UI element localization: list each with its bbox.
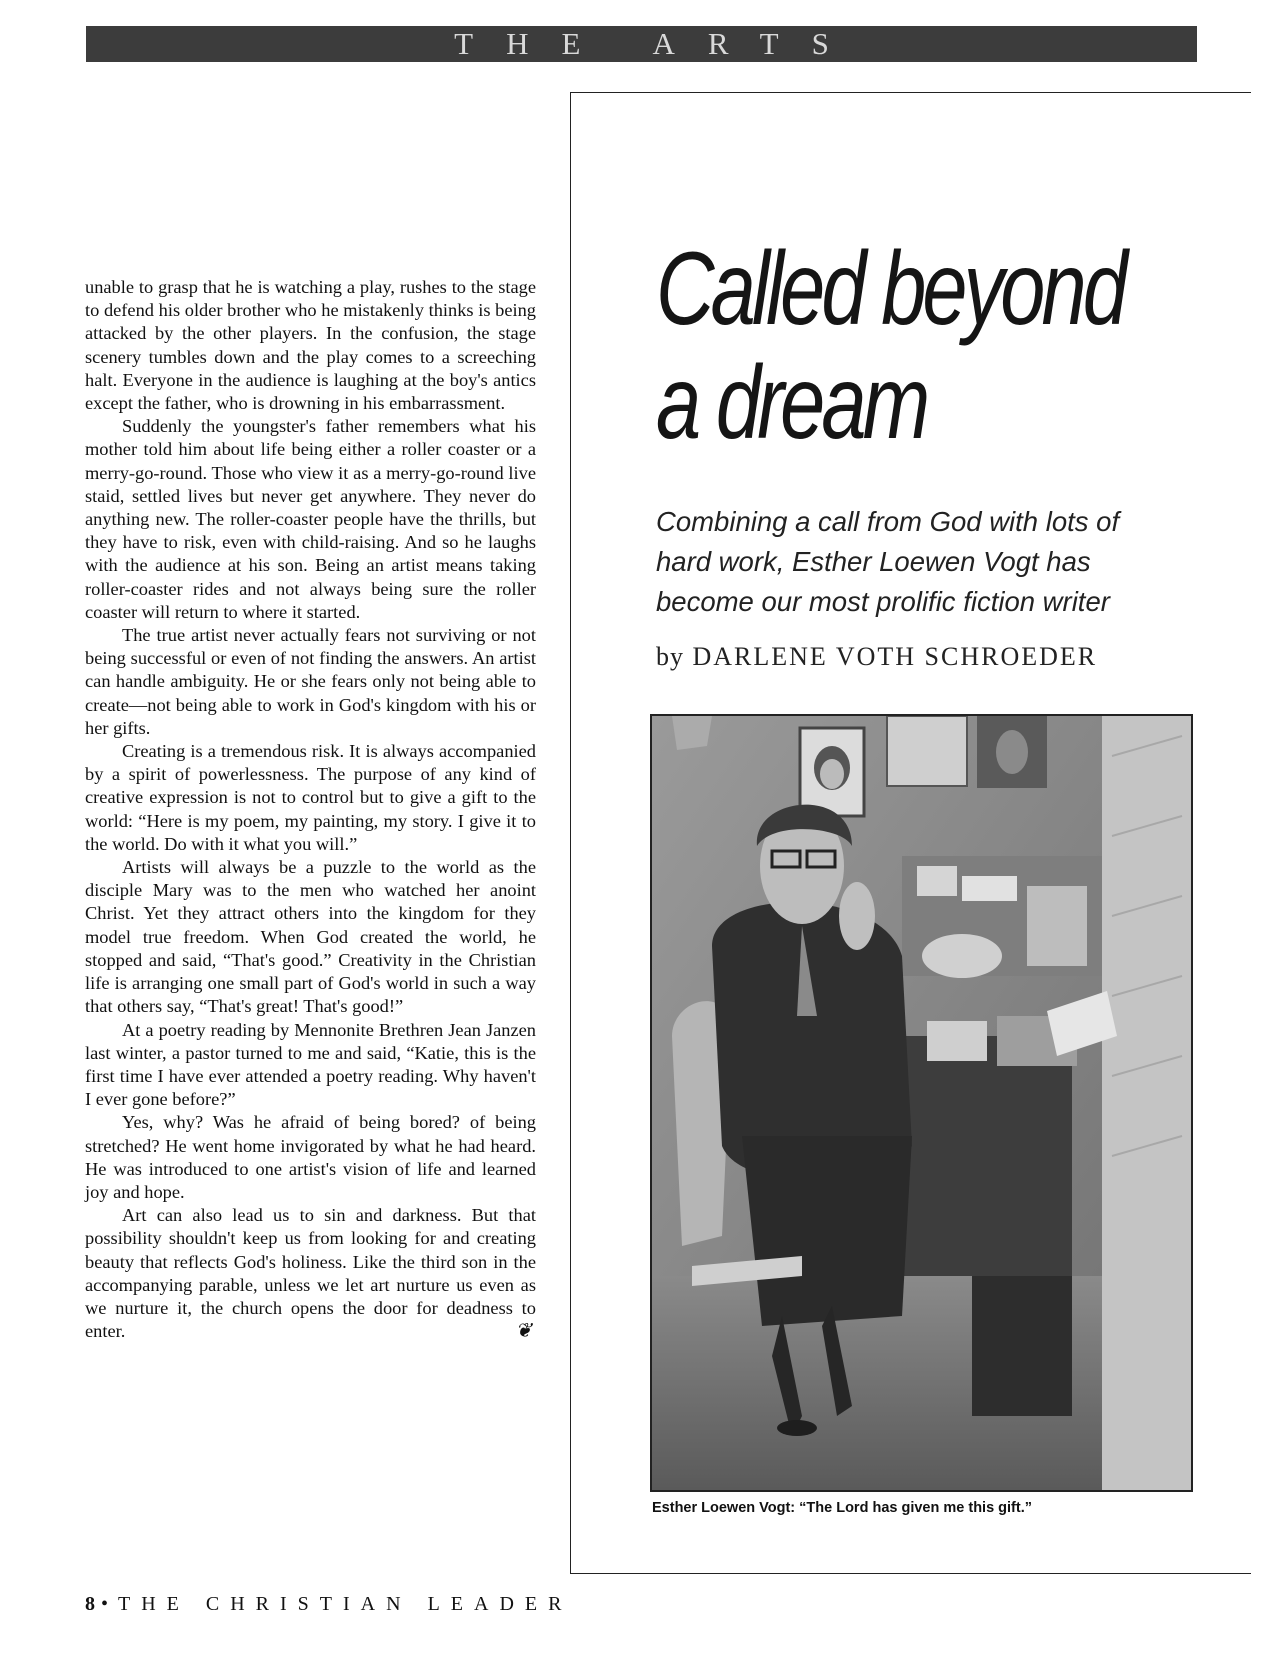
deck-line: become our most prolific fiction writer xyxy=(656,586,1110,617)
headline-line: a dream xyxy=(656,345,927,461)
byline-author: DARLENE VOTH SCHROEDER xyxy=(692,642,1098,671)
feature-deck xyxy=(656,502,1216,622)
article-last-paragraph-text: Art can also lead us to sin and darkness. But that possibility shouldn't keep us from looking for and creating beauty that reflects God's holiness. Like the third son in the accompanying parable, unless we let art nurture us even as we nurture it, the church opens the door for deadness to enter. xyxy=(85,1205,536,1342)
article-paragraph: The true artist never actually fears not surviving or not being successful or even of not finding the answers. An artist can handle ambiguity. He or she fears only not being able to create—not being able to work in God's kingdom with his or her gifts. xyxy=(85,625,536,738)
page-footer xyxy=(85,1593,572,1616)
article-body-column xyxy=(85,276,536,1343)
headline-line: Called beyond xyxy=(656,231,1124,347)
footer-separator: • xyxy=(101,1593,109,1615)
deck-line: hard work, Esther Loewen Vogt has xyxy=(656,546,1091,577)
article-paragraph xyxy=(85,1204,536,1343)
byline xyxy=(656,642,1097,672)
byline-prefix: by xyxy=(656,642,684,671)
publication-name: THE CHRISTIAN LEADER xyxy=(118,1593,573,1615)
article-paragraph: Yes, why? Was he afraid of being bored? of being stretched? He went home invigorated by what he had heard. He was introduced to one artist's vision of life and learned joy and hope. xyxy=(85,1112,536,1202)
article-paragraph: Artists will always be a puzzle to the world as the disciple Mary was to the men who watched her anoint Christ. Yet they attract others into the kingdom for they model true freedom. When God created the world, he stopped and said, “That's good.” Creativity in the Christian life is arranging one small part of God's world in such a way that others say, “That's great! That's good!” xyxy=(85,857,536,1017)
article-paragraph: Creating is a tremendous risk. It is always accompanied by a spirit of powerlessness. The purpose of any kind of creative expression is not to control but to give a gift to the world: “Here is my poem, my painting, my story. I give it to the world. Do with it what you will.” xyxy=(85,741,536,854)
feature-headline xyxy=(656,232,1124,460)
section-banner: THE ARTS xyxy=(86,26,1197,62)
article-paragraph: At a poetry reading by Mennonite Brethren Jean Janzen last winter, a pastor turned to me and said, “Katie, this is the first time I have ever attended a poetry reading. Why haven't I ever gone before?” xyxy=(85,1019,536,1110)
author-photo xyxy=(650,714,1193,1492)
article-paragraph: Suddenly the youngster's father remembers what his mother told him about life being either a roller coaster or a merry-go-round. Those who view it as a merry-go-round live staid, settled lives but never get anywhere. They never do anything new. The roller-coaster people have the thrills, but they have to risk, even with child-raising. And so he laughs with the audience at his son. Being an artist means taking roller-coaster rides and not always being sure the roller coaster will return to where it started. xyxy=(85,416,536,622)
author-photo-illustration xyxy=(652,716,1191,1490)
page-number: 8 xyxy=(85,1593,95,1615)
photo-caption: Esther Loewen Vogt: “The Lord has given me this gift.” xyxy=(652,1500,1032,1516)
end-of-article-mark-icon: ❦ xyxy=(515,1320,532,1343)
article-paragraph: unable to grasp that he is watching a play, rushes to the stage to defend his older brother who he mistakenly thinks is being attacked by the other players. In the confusion, the stage scenery tumbles down and the play comes to a screeching halt. Everyone in the audience is laughing at the boy's antics except the father, who is drowning in his embarrassment. xyxy=(85,277,536,414)
deck-line: Combining a call from God with lots of xyxy=(656,506,1120,537)
